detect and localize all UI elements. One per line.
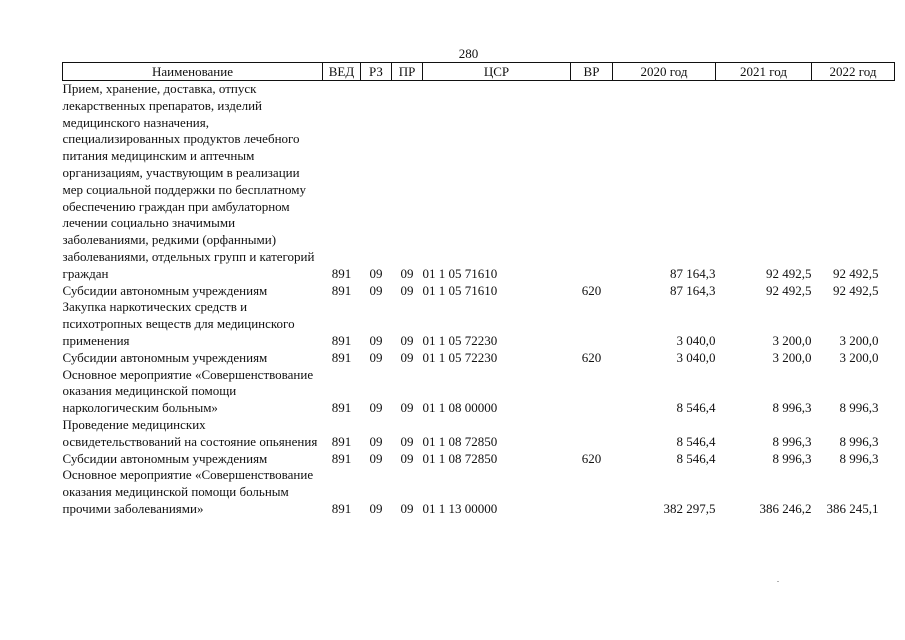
row-rz: 09 — [369, 282, 383, 298]
row-2022: 3 200,0 — [839, 332, 879, 348]
header-ved: ВЕД — [323, 63, 361, 81]
row-ved: 891 — [331, 500, 352, 516]
row-rz: 09 — [369, 265, 383, 281]
scan-speck — [777, 581, 779, 582]
row-name: Субсидии автономным учреждениям — [62, 349, 268, 365]
row-2020: 87 164,3 — [670, 265, 716, 281]
row-2020: 3 040,0 — [676, 332, 716, 348]
row-2021: 8 996,3 — [772, 433, 812, 449]
page-number: 280 — [458, 46, 479, 61]
header-2022: 2022 год — [812, 63, 895, 81]
row-csr: 01 1 08 72850 — [422, 450, 498, 466]
table-row — [63, 299, 895, 349]
header-2021: 2021 год — [716, 63, 812, 81]
row-2021: 8 996,3 — [772, 450, 812, 466]
row-csr: 01 1 05 71610 — [422, 265, 498, 281]
table-row — [63, 81, 895, 283]
row-csr: 01 1 08 00000 — [422, 400, 498, 416]
row-ved: 891 — [331, 282, 352, 298]
row-pr: 09 — [400, 332, 414, 348]
row-name: Прием, хранение, доставка, отпуск лекарственных препаратов, изделий медицинского назначения, специализированных продуктов лечебного питания медицинским и аптечным организациям, участвующим в реализации мер социальной поддержки по бесплатному обеспечению граждан при амбулаторном лечении социально значимыми заболеваниями, редкими (орфанными) заболеваниями, отдельных групп и категорий граждан — [62, 81, 315, 281]
row-pr: 09 — [400, 450, 414, 466]
row-vr — [571, 367, 613, 417]
row-vr: 620 — [581, 349, 602, 365]
row-rz: 09 — [369, 349, 383, 365]
row-rz: 09 — [369, 500, 383, 516]
row-ved: 891 — [331, 332, 352, 348]
header-rz: РЗ — [361, 63, 392, 81]
row-rz: 09 — [369, 450, 383, 466]
row-2021: 92 492,5 — [766, 265, 812, 281]
row-2021: 3 200,0 — [772, 332, 812, 348]
row-name: Закупка наркотических средств и психотропных веществ для медицинского применения — [62, 299, 295, 348]
row-rz: 09 — [369, 400, 383, 416]
row-pr: 09 — [400, 400, 414, 416]
table-row — [63, 467, 895, 517]
row-vr — [571, 417, 613, 451]
row-name: Субсидии автономным учреждениям — [62, 282, 268, 298]
row-csr: 01 1 05 72230 — [422, 332, 498, 348]
row-2021: 3 200,0 — [772, 349, 812, 365]
row-2022: 8 996,3 — [839, 433, 879, 449]
budget-table — [62, 62, 895, 518]
row-ved: 891 — [331, 265, 352, 281]
row-pr: 09 — [400, 282, 414, 298]
row-name: Основное мероприятие «Совершенствование оказания медицинской помощи наркологическим больным» — [62, 366, 314, 416]
row-ved: 891 — [331, 349, 352, 365]
row-vr — [571, 299, 613, 349]
header-csr: ЦСР — [423, 63, 571, 81]
row-2020: 8 546,4 — [676, 450, 716, 466]
row-pr: 09 — [400, 265, 414, 281]
row-2020: 382 297,5 — [663, 500, 716, 516]
row-rz: 09 — [369, 433, 383, 449]
table-row — [63, 417, 895, 451]
row-2022: 3 200,0 — [839, 349, 879, 365]
row-name: Проведение медицинских освидетельствований на состояние опьянения — [62, 416, 318, 449]
table-row — [63, 350, 895, 367]
table-row — [63, 283, 895, 300]
row-2022: 8 996,3 — [839, 450, 879, 466]
row-vr — [571, 81, 613, 283]
row-2020: 8 546,4 — [676, 433, 716, 449]
row-vr: 620 — [581, 282, 602, 298]
row-ved: 891 — [331, 400, 352, 416]
row-name: Субсидии автономным учреждениям — [62, 450, 268, 466]
table-row — [63, 451, 895, 468]
row-ved: 891 — [331, 433, 352, 449]
row-2021: 8 996,3 — [772, 400, 812, 416]
table-header-row — [63, 63, 895, 81]
row-2022: 92 492,5 — [833, 282, 879, 298]
row-2021: 386 246,2 — [759, 500, 812, 516]
row-2020: 8 546,4 — [676, 400, 716, 416]
row-csr: 01 1 05 72230 — [422, 349, 498, 365]
row-csr: 01 1 13 00000 — [422, 500, 498, 516]
row-2020: 87 164,3 — [670, 282, 716, 298]
header-vr: ВР — [571, 63, 613, 81]
row-2022: 92 492,5 — [833, 265, 879, 281]
row-csr: 01 1 05 71610 — [422, 282, 498, 298]
row-2022: 8 996,3 — [839, 400, 879, 416]
header-2020: 2020 год — [613, 63, 716, 81]
row-ved: 891 — [331, 450, 352, 466]
table-row — [63, 367, 895, 417]
header-name: Наименование — [63, 63, 323, 81]
row-vr — [571, 467, 613, 517]
row-2022: 386 245,1 — [826, 500, 879, 516]
row-2021: 92 492,5 — [766, 282, 812, 298]
row-csr: 01 1 08 72850 — [422, 433, 498, 449]
header-pr: ПР — [392, 63, 423, 81]
row-vr: 620 — [581, 450, 602, 466]
row-pr: 09 — [400, 349, 414, 365]
row-2020: 3 040,0 — [676, 349, 716, 365]
row-pr: 09 — [400, 500, 414, 516]
row-pr: 09 — [400, 433, 414, 449]
row-name: Основное мероприятие «Совершенствование оказания медицинской помощи больным прочими заболеваниями» — [62, 467, 314, 516]
row-rz: 09 — [369, 332, 383, 348]
